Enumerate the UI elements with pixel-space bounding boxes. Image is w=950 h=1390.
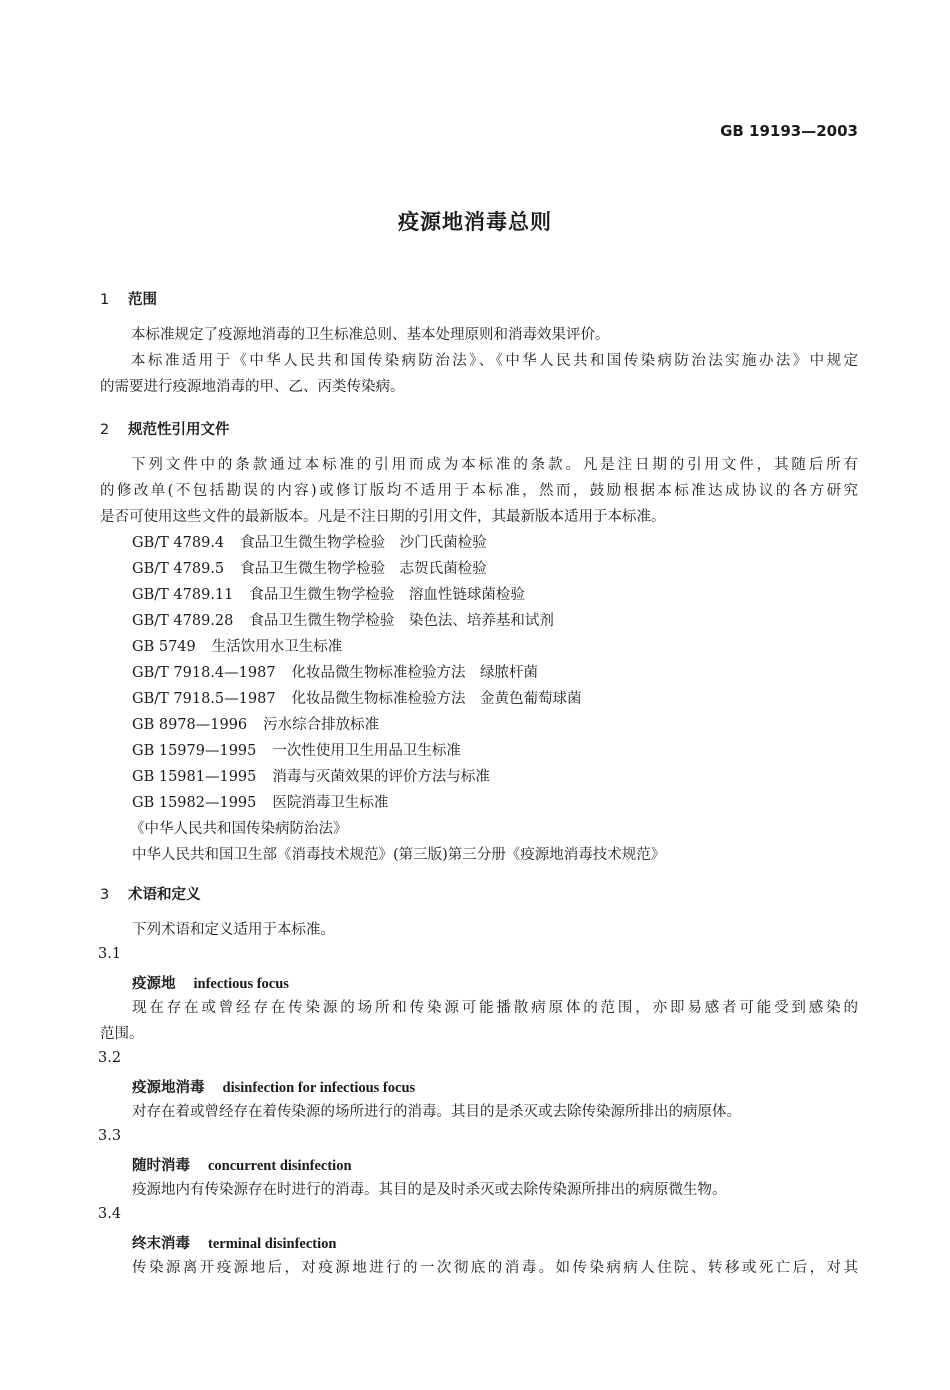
reference-item (132, 715, 379, 735)
reference-code: GB 15979—1995 (132, 743, 257, 759)
section-number: 2 (100, 422, 110, 438)
reference-item (132, 741, 461, 761)
reference-title: 医院消毒卫生标准 (272, 795, 389, 811)
term-definition: 传染源离开疫源地后，对疫源地进行的一次彻底的消毒。如传染病病人住院、转移或死亡后，对其 (132, 1260, 858, 1276)
reference-code: GB/T 4789.11 (132, 587, 234, 603)
reference-title: 污水综合排放标准 (263, 717, 380, 733)
reference-code: GB 5749 (132, 639, 196, 655)
reference-code: GB/T 7918.5—1987 (132, 691, 276, 707)
term-cn: 疫源地 (132, 976, 176, 992)
reference-title: 食品卫生微生物学检验 染色法、培养基和试剂 (249, 613, 554, 629)
standard-code: GB 19193—2003 (720, 122, 858, 140)
reference-code: GB 8978—1996 (132, 717, 248, 733)
term-en: disinfection for infectious focus (222, 1080, 416, 1096)
ministry-reference: 中华人民共和国卫生部《消毒技术规范》(第三版)第三分册《疫源地消毒技术规范》 (132, 847, 666, 863)
term-en: concurrent disinfection (208, 1158, 352, 1174)
reference-title: 一次性使用卫生用品卫生标准 (272, 743, 461, 759)
reference-item (132, 793, 388, 813)
term-heading (132, 1232, 336, 1253)
term-heading (132, 972, 289, 993)
term-definition: 范围。 (100, 1026, 144, 1042)
section-number: 3 (100, 887, 110, 903)
reference-title: 生活饮用水卫生标准 (211, 639, 343, 655)
section-1-heading (100, 288, 157, 309)
reference-item (132, 559, 487, 579)
section-title: 范围 (128, 292, 157, 308)
term-number: 3.2 (98, 1050, 122, 1066)
section-title: 规范性引用文件 (128, 422, 230, 438)
reference-item (132, 533, 487, 553)
term-en: terminal disinfection (208, 1236, 337, 1252)
paragraph-line: 是否可使用这些文件的最新版本。凡是不注日期的引用文件，其最新版本适用于本标准。 (100, 509, 666, 525)
paragraph-line: 本标准适用于《中华人民共和国传染病防治法》、《中华人民共和国传染病防治法实施办法》中规定 (131, 353, 858, 369)
term-definition: 疫源地内有传染源存在时进行的消毒。其目的是及时杀灭或去除传染源所排出的病原微生物。 (132, 1182, 727, 1198)
term-heading (132, 1154, 352, 1175)
term-cn: 随时消毒 (132, 1158, 190, 1174)
reference-code: GB/T 4789.28 (132, 613, 234, 629)
term-en: infectious focus (193, 976, 289, 992)
term-heading (132, 1076, 415, 1097)
reference-title: 化妆品微生物标准检验方法 金黄色葡萄球菌 (291, 691, 582, 707)
law-reference: 《中华人民共和国传染病防治法》 (130, 821, 348, 837)
reference-title: 食品卫生微生物学检验 溶血性链球菌检验 (249, 587, 525, 603)
reference-item (132, 689, 582, 709)
paragraph-line: 下列文件中的条款通过本标准的引用而成为本标准的条款。凡是注日期的引用文件，其随后所有 (131, 457, 858, 473)
reference-item (132, 585, 525, 605)
reference-code: GB 15981—1995 (132, 769, 257, 785)
reference-title: 食品卫生微生物学检验 沙门氏菌检验 (240, 535, 487, 551)
reference-title: 消毒与灭菌效果的评价方法与标准 (272, 769, 490, 785)
term-definition: 现在存在或曾经存在传染源的场所和传染源可能播散病原体的范围，亦即易感者可能受到感染的 (132, 1000, 858, 1016)
reference-title: 食品卫生微生物学检验 志贺氏菌检验 (240, 561, 487, 577)
section-2-heading (100, 418, 230, 439)
reference-code: GB/T 4789.4 (132, 535, 225, 551)
reference-title: 化妆品微生物标准检验方法 绿脓杆菌 (291, 665, 539, 681)
paragraph: 本标准规定了疫源地消毒的卫生标准总则、基本处理原则和消毒效果评价。 (131, 327, 610, 343)
term-number: 3.1 (98, 946, 122, 962)
term-definition: 对存在着或曾经存在着传染源的场所进行的消毒。其目的是杀灭或去除传染源所排出的病原体。 (132, 1104, 741, 1120)
section-number: 1 (100, 292, 110, 308)
paragraph-line: 的需要进行疫源地消毒的甲、乙、丙类传染病。 (100, 379, 405, 395)
reference-item (132, 663, 538, 683)
paragraph-line: 的修改单(不包括勘误的内容)或修订版均不适用于本标准，然而，鼓励根据本标准达成协议的各方研究 (100, 483, 858, 499)
reference-code: GB 15982—1995 (132, 795, 257, 811)
term-number: 3.3 (98, 1128, 122, 1144)
document-title: 疫源地消毒总则 (398, 210, 552, 234)
term-cn: 终末消毒 (132, 1236, 190, 1252)
reference-item (132, 611, 554, 631)
reference-item (132, 767, 490, 787)
section-3-heading (100, 883, 201, 904)
reference-code: GB/T 4789.5 (132, 561, 225, 577)
reference-code: GB/T 7918.4—1987 (132, 665, 276, 681)
term-cn: 疫源地消毒 (132, 1080, 205, 1096)
reference-item (132, 637, 342, 657)
paragraph: 下列术语和定义适用于本标准。 (132, 922, 335, 938)
section-title: 术语和定义 (128, 887, 201, 903)
term-number: 3.4 (98, 1206, 122, 1222)
